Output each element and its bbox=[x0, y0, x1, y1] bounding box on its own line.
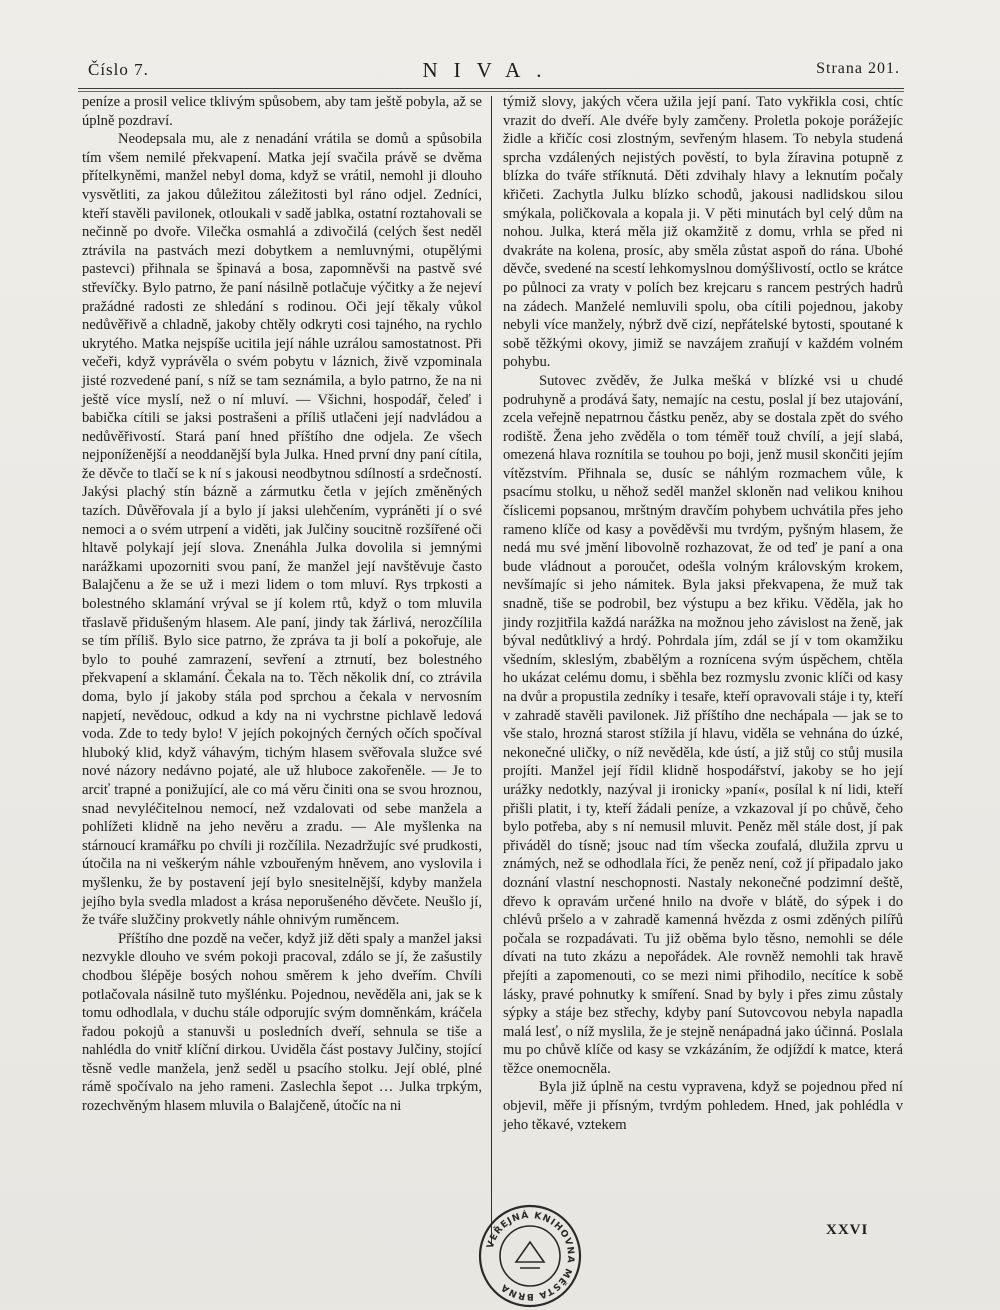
stamp-outer-ring bbox=[480, 1206, 580, 1306]
left-paragraph-1: peníze a prosil velice tklivým spůsobem, aby tam ještě pobyla, až se úplně pozdraví. bbox=[82, 94, 482, 129]
header-rule bbox=[78, 88, 904, 89]
issue-number: Číslo 7. bbox=[88, 60, 149, 79]
header-rule-secondary bbox=[78, 91, 904, 92]
right-column bbox=[503, 93, 903, 1134]
column-divider bbox=[491, 96, 492, 1246]
right-paragraph-3: Byla již úplně na cestu vypravena, když se pojednou před ní objevil, měře ji přísným, tvrdým pohledem. Hned, jak pohlédla v jeho těkavé, vztekem bbox=[503, 1079, 903, 1133]
svg-text:VEŘEJNÁ KNIHOVNA MĚSTA BRNA: VEŘEJNÁ KNIHOVNA MĚSTA BRNA bbox=[484, 1209, 577, 1303]
left-column bbox=[82, 93, 482, 1116]
page-number: Strana 201. bbox=[816, 60, 900, 77]
right-paragraph-2: Sutovec zvěděv, že Julka mešká v blízké vsi u chudé podruhyně a prodává šaty, nemajíc na cestu, poslal jí bez utajování, zcela veřejně nepatrnou částku peněz, aby se dostala zpět do svého rodiště. Žena jeho zvěděla o tom téměř touž chvílí, a její slabá, omezená hlava roznítila se touhou po boji, jenž musil skončiti jejím vítězstvím. Přihnala se, dusíc se náhlým rozmachem vůle, k psacímu stolku, u něhož seděl manžel skloněn nad velikou knihou číslicemi popsanou, mrštným dravčím pohybem uchvátila přes jeho rameno klíče od kasy a pověděvši mu tvrdým, pyšným hlasem, že nedá mu své jmění libovolně rozhazovat, že od teď je paní a ona bude vládnout a poroučet, odešla volným královským krokem, nevšímajíc si jeho námitek. Byla jaksi překvapena, že muž tak snadně, tiše se podrobil, bez výstupu a bez křiku. Věděla, jak ho jindy rozjitřila každá narážka na možnou jeho závislost na ženě, jak býval nedůtklivý a hrdý. Pohrdala jím, zdál se jí v tom okamžiku všedním, skleslým, zbabělým a roznícena svým úspěchem, chtěla ho ukázat celému domu, i sběhla bez rozmyslu zvonic klíči od kasy na dvůr a propustila zedníky i tesaře, kteří opravovali stáje i ty, kteří v zahradě stavěli pavilonek. Již příštího dne nechápala — jak se to vše stalo, hrozná starost stížila jí hlavu, viděla se vehnána do úzké, nekonečné uličky, o níž nevěděla, kde ústí, a již stůj co stůj musila projíti. Manžel její řídil klidně hospodářství, jakoby se ho její urážky nedotkly, nazýval ji ironicky »paní«, posílal k ní lidi, kteří přišli platit, i ty, kteří žádali peníze, a vzkazoval jí po chůvě, čeho bylo potřeba, aby s ní nemusil mluvit. Peněz měl stále dost, jí pak přiváděl do tísně; jsouc nad tím všecka zoufalá, dlužila zprvu u známých, než se odhodlala říci, že peněz není, což jí připadalo jako doznání vlastní neschopnosti. Nastaly nekonečné podzimní deště, dřevo k opravám určené hnilo na dvoře v blátě, do sýpek i do chlévů pršelo a v zahradě kamenná hvězda z osmi zděných pilířů počala se rozpadávati. Tu již oběma bylo těsno, nemohli se déle dívati na tuto zkázu a nepořádek. Ale rovněž nemohli tak hravě přejíti a zapomenouti, co se mezi nimi přihodilo, necítíce k sobě lásky, pravé pohnutky k smíření. Snad by byly i přes zimu zůstaly sýpky a stáje bez střechy, kdyby paní Sutovcovou nebyla napadla malá lesť, o níž myslila, že je stejně nenápadná jako účinná. Poslala mu po chůvě klíče od kasy se vzkázáním, že odjíždí k matce, která těžce onemocněla. bbox=[503, 372, 903, 1077]
left-paragraph-3: Příštího dne pozdě na večer, když již děti spaly a manžel jaksi nezvykle dlouho ve svém pokoji pracoval, zdálo se jí, že zašustily chodbou šlépěje bosých nohou směrem k jeho dveřím. Chvíli potlačovala násilně tuto myšlénku. Pojednou, nevěděla ani, jak se k tomu odhodlala, v duchu stále odporujíc svým domněnkám, kráčela řadou pokojů a stanuvši u posledních dveří, sehnula se tiše a nahlédla do vnitř klíční dirkou. Uviděla část postavy Julčiny, stojící těsně vedle manžela, jenž seděl u psacího stolku. Její oblé, plné rámě spočívalo na jeho rameni. Zaslechla šepot … Julka trpkým, rozechvěným hlasem mluvila o Balajčeně, útočíc na ni bbox=[82, 930, 482, 1115]
page-header bbox=[80, 58, 900, 88]
left-paragraph-2: Neodepsala mu, ale z nenadání vrátila se domů a spůsobila tím všem nemilé překvapení. Matka její svačila právě se dvěma přítelkyněmi, manžel nebyl doma, když se vrátil, nemohl ji dlouho vysvětliti, za jakou důležitou záležitosti byl ráno odjel. Zedníci, kteří stavěli pavilonek, otloukali v sadě jablka, ostatní roztahovali se nečinně po dvoře. Vilečka osmahlá a zdivočilá (celých šest neděl ztrávila na pastvách mezi dobytkem a nemluvnými, otupělými pastevci) přihnala se špinavá a bosa, zapomněvši na pastvě své střevíčky. Bylo patrno, že paní násilně potlačuje výčitky a že nejeví pražádné radosti ze shledání s rodinou. Oči její těkaly vůkol nedůvěřivě a chladně, jakoby chtěly odkryti cosi tajného, na rychlo ukrytého. Matka nejspíše ucitila její náhle uzrálou samostatnost. Při večeři, když vyprávěla o svém pobytu v láznich, živě vzpominala jisté rozvedené paní, s níž se tam seznámila, a bylo patrno, že na ni ještě více myslí, než o ní mluví. — Všichni, hospodář, čeleď i babička cítili se jaksi postrašeni a příliš utlačeni její nadvládou a nedůvěřivostí. Stará paní hned příštího dne odjela. Ze všech nejponíženější a neoddanější byla Julka. Hned první dny paní cítila, že děvče to tlačí se k ní s jakousi neodbytnou sdílností a srdečností. Jakýsi plachý stín bázně a zármutku četla v jejích změněných tazích. Důvěřovala jí a bylo jí jaksi ulehčením, vypráněti jí o své nemoci a o svém utrpení a viděti, jak Julčiny soucitně rozšířené oči hltavě polykají její slova. Znenáhla Julka dovolila si jemnými narážkami upozorniti svou paní, že manžel její navštěvuje často Balajčenu a že se už i mezi lidem o tom mluví. Rys trpkosti a bolestného sklamání vrýval se jí kolem rtů, když o tom mluvila třaslavě přidušeným hlasem. Ale paní, jindy tak žárlivá, nerozčílila se tím příliš. Bylo sice patrno, že zpráva ta ji bolí a pokořuje, ale bylo to pouhé zamrazení, sevření a ztrnutí, bez bolestného překvapení a sklamání. Čekala na to. Těch několik dní, co ztrávila doma, bylo jí jakoby stála pod sprchou a čekala v nervosním napjetí, nevědouc, odkud a kdy na ni vychrstne pichlavě ledová voda. Zde to tedy bylo! V jejích pokojných černých očích spočíval hluboký klid, když váhavým, tichým hlasem svěřovala služce své nové názory nedávno pojaté, ale už hluboce zakořeněle. — Je to arciť trapné a ponižující, ale co má věru činiti ona se svou hroznou, snad nevyléčitelnou nemocí, než vzdalovati od sebe manžela a pohlížeti klidně na jeho nevěru a zradu. — Ale myšlenka na stárnoucí kramářku po chvíli ji rozčílila. Nezadržujíc své prudkosti, útočila na ni veškerým náhle vzbouřeným hněvem, ano vyslovila i myšlenku, že by postavení její bylo snesitelnější, kdyby manžela jejího byla svedla mladost a krása neporušeného děvčete. Neušlo jí, že tváře služčiny prokvetly náhle ohnivým ruměncem. bbox=[82, 131, 483, 929]
signature-mark: XXVI bbox=[826, 1222, 869, 1238]
stamp-emblem-icon bbox=[516, 1242, 544, 1262]
right-paragraph-1: týmiž slovy, jakých včera užila její paní. Tato vykřikla cosi, chtíc vrazit do dveří. Ale dvéře byly zamčeny. Proletla pokoje porážejíc židle a křičíc cosi zlostným, sevřeným hlasem. To nebyla studená sprcha vzdálených nejistých pověstí, to byla žíravina potupně z blízka do tváře stříknutá. Děti zdvihaly hlavy a leknutím počaly křičeti. Zachytla Julku blízko schodů, jakousi nadlidskou silou smýkala, poličkovala a kopala ji. V pěti minutách byl celý dům na nohou. Julka, která měla již okamžitě z domu, vrhla se před ni dvakráte na kolena, prosíc, aby směla zůstat aspoň do rána. Ubohé děvče, svedené na scestí lehkomyslnou domýšlivostí, octlo se krátce po půlnoci za vraty v polích bez krejcaru s rancem pestrých hadrů na zádech. Manželé nemluvili spolu, oba cítili pojednou, jakoby nebyli více manžely, nýbrž dvě cizí, nepřátelské bytosti, spoutané k sobě těžkými okovy, jimiž se navzájem zraňují v každém volném pohybu. bbox=[503, 94, 903, 371]
library-stamp bbox=[476, 1202, 584, 1310]
journal-title: NIVA. bbox=[422, 58, 558, 82]
stamp-inner-ring bbox=[500, 1226, 560, 1286]
